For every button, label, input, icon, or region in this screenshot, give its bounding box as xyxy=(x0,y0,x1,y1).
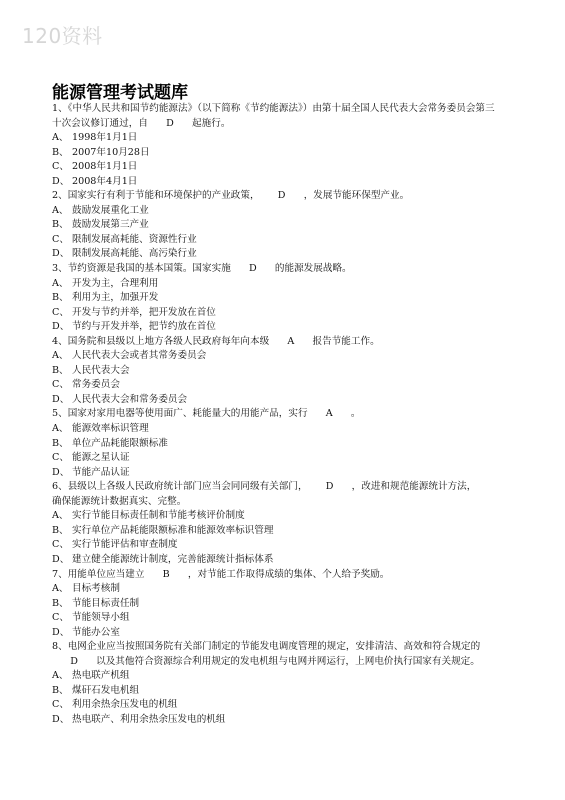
option-item xyxy=(52,524,527,539)
stem-text: ，改进和规范能源统计方法， xyxy=(351,481,477,493)
option-item xyxy=(52,611,527,626)
question-stem-line xyxy=(52,117,527,132)
stem-text: 2、国家实行有利于节能和环境保护的产业政策， xyxy=(52,190,260,202)
option-text: 实行单位产品耗能限额标准和能源效率标识管理 xyxy=(72,524,274,536)
option-letter: B、 xyxy=(52,292,69,304)
option-letter: C、 xyxy=(52,452,69,464)
option-text: 能源效率标识管理 xyxy=(72,423,149,435)
answer-letter: A xyxy=(325,408,333,420)
watermark-logo: 120资料 xyxy=(22,24,103,48)
option-item xyxy=(52,597,527,612)
option-item xyxy=(52,247,527,262)
question-block xyxy=(52,568,527,641)
option-text: 1998年1月1日 xyxy=(72,132,138,144)
option-letter: B、 xyxy=(52,524,69,536)
question-stem-line xyxy=(52,495,527,510)
option-text: 2008年1月1日 xyxy=(72,161,138,173)
option-item xyxy=(52,422,527,437)
option-item xyxy=(52,713,527,728)
option-text: 人民代表大会 xyxy=(72,364,130,376)
option-letter: A、 xyxy=(52,204,69,216)
question-stem-line xyxy=(52,568,527,583)
page-title: 能源管理考试题库 xyxy=(52,83,188,103)
option-item xyxy=(52,451,527,466)
option-letter: D、 xyxy=(52,175,70,187)
option-text: 建立健全能源统计制度，完善能源统计指标体系 xyxy=(72,553,274,565)
option-letter: D、 xyxy=(52,393,70,405)
option-item xyxy=(52,698,527,713)
option-text: 热电联产机组 xyxy=(72,670,130,682)
option-text: 2008年4月1日 xyxy=(72,175,138,187)
option-letter: A、 xyxy=(52,423,69,435)
stem-text: 3、节约资源是我国的基本国策。国家实施 xyxy=(52,263,231,275)
question-stem-line xyxy=(52,655,527,670)
option-text: 实行节能目标责任制和节能考核评价制度 xyxy=(72,510,245,522)
option-item xyxy=(52,669,527,684)
stem-text: 。 xyxy=(350,408,361,420)
question-block xyxy=(52,102,527,189)
option-item xyxy=(52,393,527,408)
option-letter: A、 xyxy=(52,670,69,682)
option-text: 节能产品认证 xyxy=(72,466,130,478)
question-block xyxy=(52,480,527,567)
question-list xyxy=(52,102,527,728)
option-item xyxy=(52,553,527,568)
option-letter: B、 xyxy=(52,146,69,158)
option-letter: A、 xyxy=(52,583,69,595)
option-letter: C、 xyxy=(52,539,69,551)
option-letter: B、 xyxy=(52,364,69,376)
question-block xyxy=(52,407,527,480)
option-letter: D、 xyxy=(52,553,70,565)
option-text: 节约与开发并举，把节约放在首位 xyxy=(72,321,216,333)
option-item xyxy=(52,509,527,524)
option-text: 节能办公室 xyxy=(72,626,120,638)
stem-text: ，发展节能环保型产业。 xyxy=(303,190,410,202)
option-text: 鼓励发展第三产业 xyxy=(72,219,149,231)
option-item xyxy=(52,277,527,292)
option-letter: B、 xyxy=(52,219,69,231)
option-text: 单位产品耗能限额标准 xyxy=(72,437,168,449)
option-letter: C、 xyxy=(52,306,69,318)
option-text: 实行节能评估和审查制度 xyxy=(72,539,178,551)
answer-letter: D xyxy=(166,117,174,129)
option-letter: C、 xyxy=(52,233,69,245)
option-text: 目标考核制 xyxy=(72,583,120,595)
option-text: 热电联产、利用余热余压发电的机组 xyxy=(72,713,226,725)
question-block xyxy=(52,189,527,262)
question-stem-line xyxy=(52,640,527,655)
option-item xyxy=(52,538,527,553)
option-item xyxy=(52,204,527,219)
option-text: 鼓励发展重化工业 xyxy=(72,204,149,216)
stem-text: 的能源发展战略。 xyxy=(274,263,352,275)
option-item xyxy=(52,233,527,248)
question-stem-line xyxy=(52,262,527,277)
option-letter: C、 xyxy=(52,699,69,711)
stem-text: 报告节能工作。 xyxy=(312,335,380,347)
option-letter: D、 xyxy=(52,713,70,725)
option-item xyxy=(52,364,527,379)
stem-text: 7、用能单位应当建立 xyxy=(52,568,145,580)
option-text: 开发与节约并举，把开发放在首位 xyxy=(72,306,216,318)
question-stem-line xyxy=(52,335,527,350)
option-letter: A、 xyxy=(52,510,69,522)
answer-letter: A xyxy=(287,335,295,347)
option-letter: D、 xyxy=(52,466,70,478)
option-text: 2007年10月28日 xyxy=(72,146,150,158)
question-stem-line xyxy=(52,480,527,495)
option-item xyxy=(52,175,527,190)
option-item xyxy=(52,146,527,161)
option-text: 开发为主，合理利用 xyxy=(72,277,159,289)
option-text: 煤矸石发电机组 xyxy=(72,684,140,696)
option-item xyxy=(52,131,527,146)
stem-text: 起施行。 xyxy=(192,117,231,129)
option-item xyxy=(52,437,527,452)
answer-letter: D xyxy=(70,655,78,667)
question-block xyxy=(52,335,527,408)
option-item xyxy=(52,582,527,597)
stem-text: 4、国务院和县级以上地方各级人民政府每年向本级 xyxy=(52,335,270,347)
answer-letter: D xyxy=(325,481,334,493)
question-stem-line xyxy=(52,189,527,204)
option-text: 节能领导小组 xyxy=(72,612,130,624)
stem-text: 以及其他符合资源综合利用规定的发电机组与电网并网运行，上网电价执行国家有关规定。 xyxy=(96,655,480,667)
option-item xyxy=(52,306,527,321)
stem-text: 6、县级以上各级人民政府统计部门应当会同同级有关部门， xyxy=(52,481,308,493)
option-item xyxy=(52,291,527,306)
answer-letter: D xyxy=(249,263,257,275)
answer-letter: B xyxy=(162,568,170,580)
option-text: 常务委员会 xyxy=(72,379,120,391)
option-item xyxy=(52,684,527,699)
option-item xyxy=(52,349,527,364)
option-letter: B、 xyxy=(52,437,69,449)
option-letter: C、 xyxy=(52,379,69,391)
option-letter: A、 xyxy=(52,277,69,289)
option-item xyxy=(52,378,527,393)
stem-text: 确保能源统计数据真实、完整。 xyxy=(52,495,187,507)
question-block xyxy=(52,262,527,335)
option-text: 限制发展高耗能、高污染行业 xyxy=(72,248,197,260)
option-item xyxy=(52,626,527,641)
option-letter: A、 xyxy=(52,350,69,362)
option-letter: B、 xyxy=(52,597,69,609)
option-item xyxy=(52,320,527,335)
option-text: 能源之星认证 xyxy=(72,452,130,464)
option-letter: C、 xyxy=(52,161,69,173)
option-text: 限制发展高耗能、资源性行业 xyxy=(72,233,197,245)
stem-text: ，对节能工作取得成绩的集体、个人给予奖励。 xyxy=(187,568,390,580)
option-letter: D、 xyxy=(52,321,70,333)
option-letter: D、 xyxy=(52,248,70,260)
question-stem-line xyxy=(52,407,527,422)
option-letter: A、 xyxy=(52,132,69,144)
stem-text: 十次会议修订通过，自 xyxy=(52,117,148,129)
option-item xyxy=(52,466,527,481)
option-text: 人民代表大会或者其常务委员会 xyxy=(72,350,207,362)
option-text: 利用为主，加强开发 xyxy=(72,292,159,304)
stem-text: 5、国家对家用电器等使用面广、耗能量大的用能产品，实行 xyxy=(52,408,308,420)
stem-text: 1、《中华人民共和国节约能源法》（以下简称《节约能源法》）由第十届全国人民代表大会常务委员会第三 xyxy=(52,103,495,114)
answer-letter: D xyxy=(277,190,286,202)
question-stem-line xyxy=(52,102,527,117)
option-letter: C、 xyxy=(52,612,69,624)
option-text: 节能目标责任制 xyxy=(72,597,140,609)
option-letter: B、 xyxy=(52,684,69,696)
option-text: 利用余热余压发电的机组 xyxy=(72,699,178,711)
option-item xyxy=(52,218,527,233)
option-text: 人民代表大会和常务委员会 xyxy=(72,393,188,405)
option-item xyxy=(52,160,527,175)
stem-text: 8、电网企业应当按照国务院有关部门制定的节能发电调度管理的规定，安排清洁、高效和符合规定的 xyxy=(52,641,481,653)
option-letter: D、 xyxy=(52,626,70,638)
question-block xyxy=(52,640,527,727)
